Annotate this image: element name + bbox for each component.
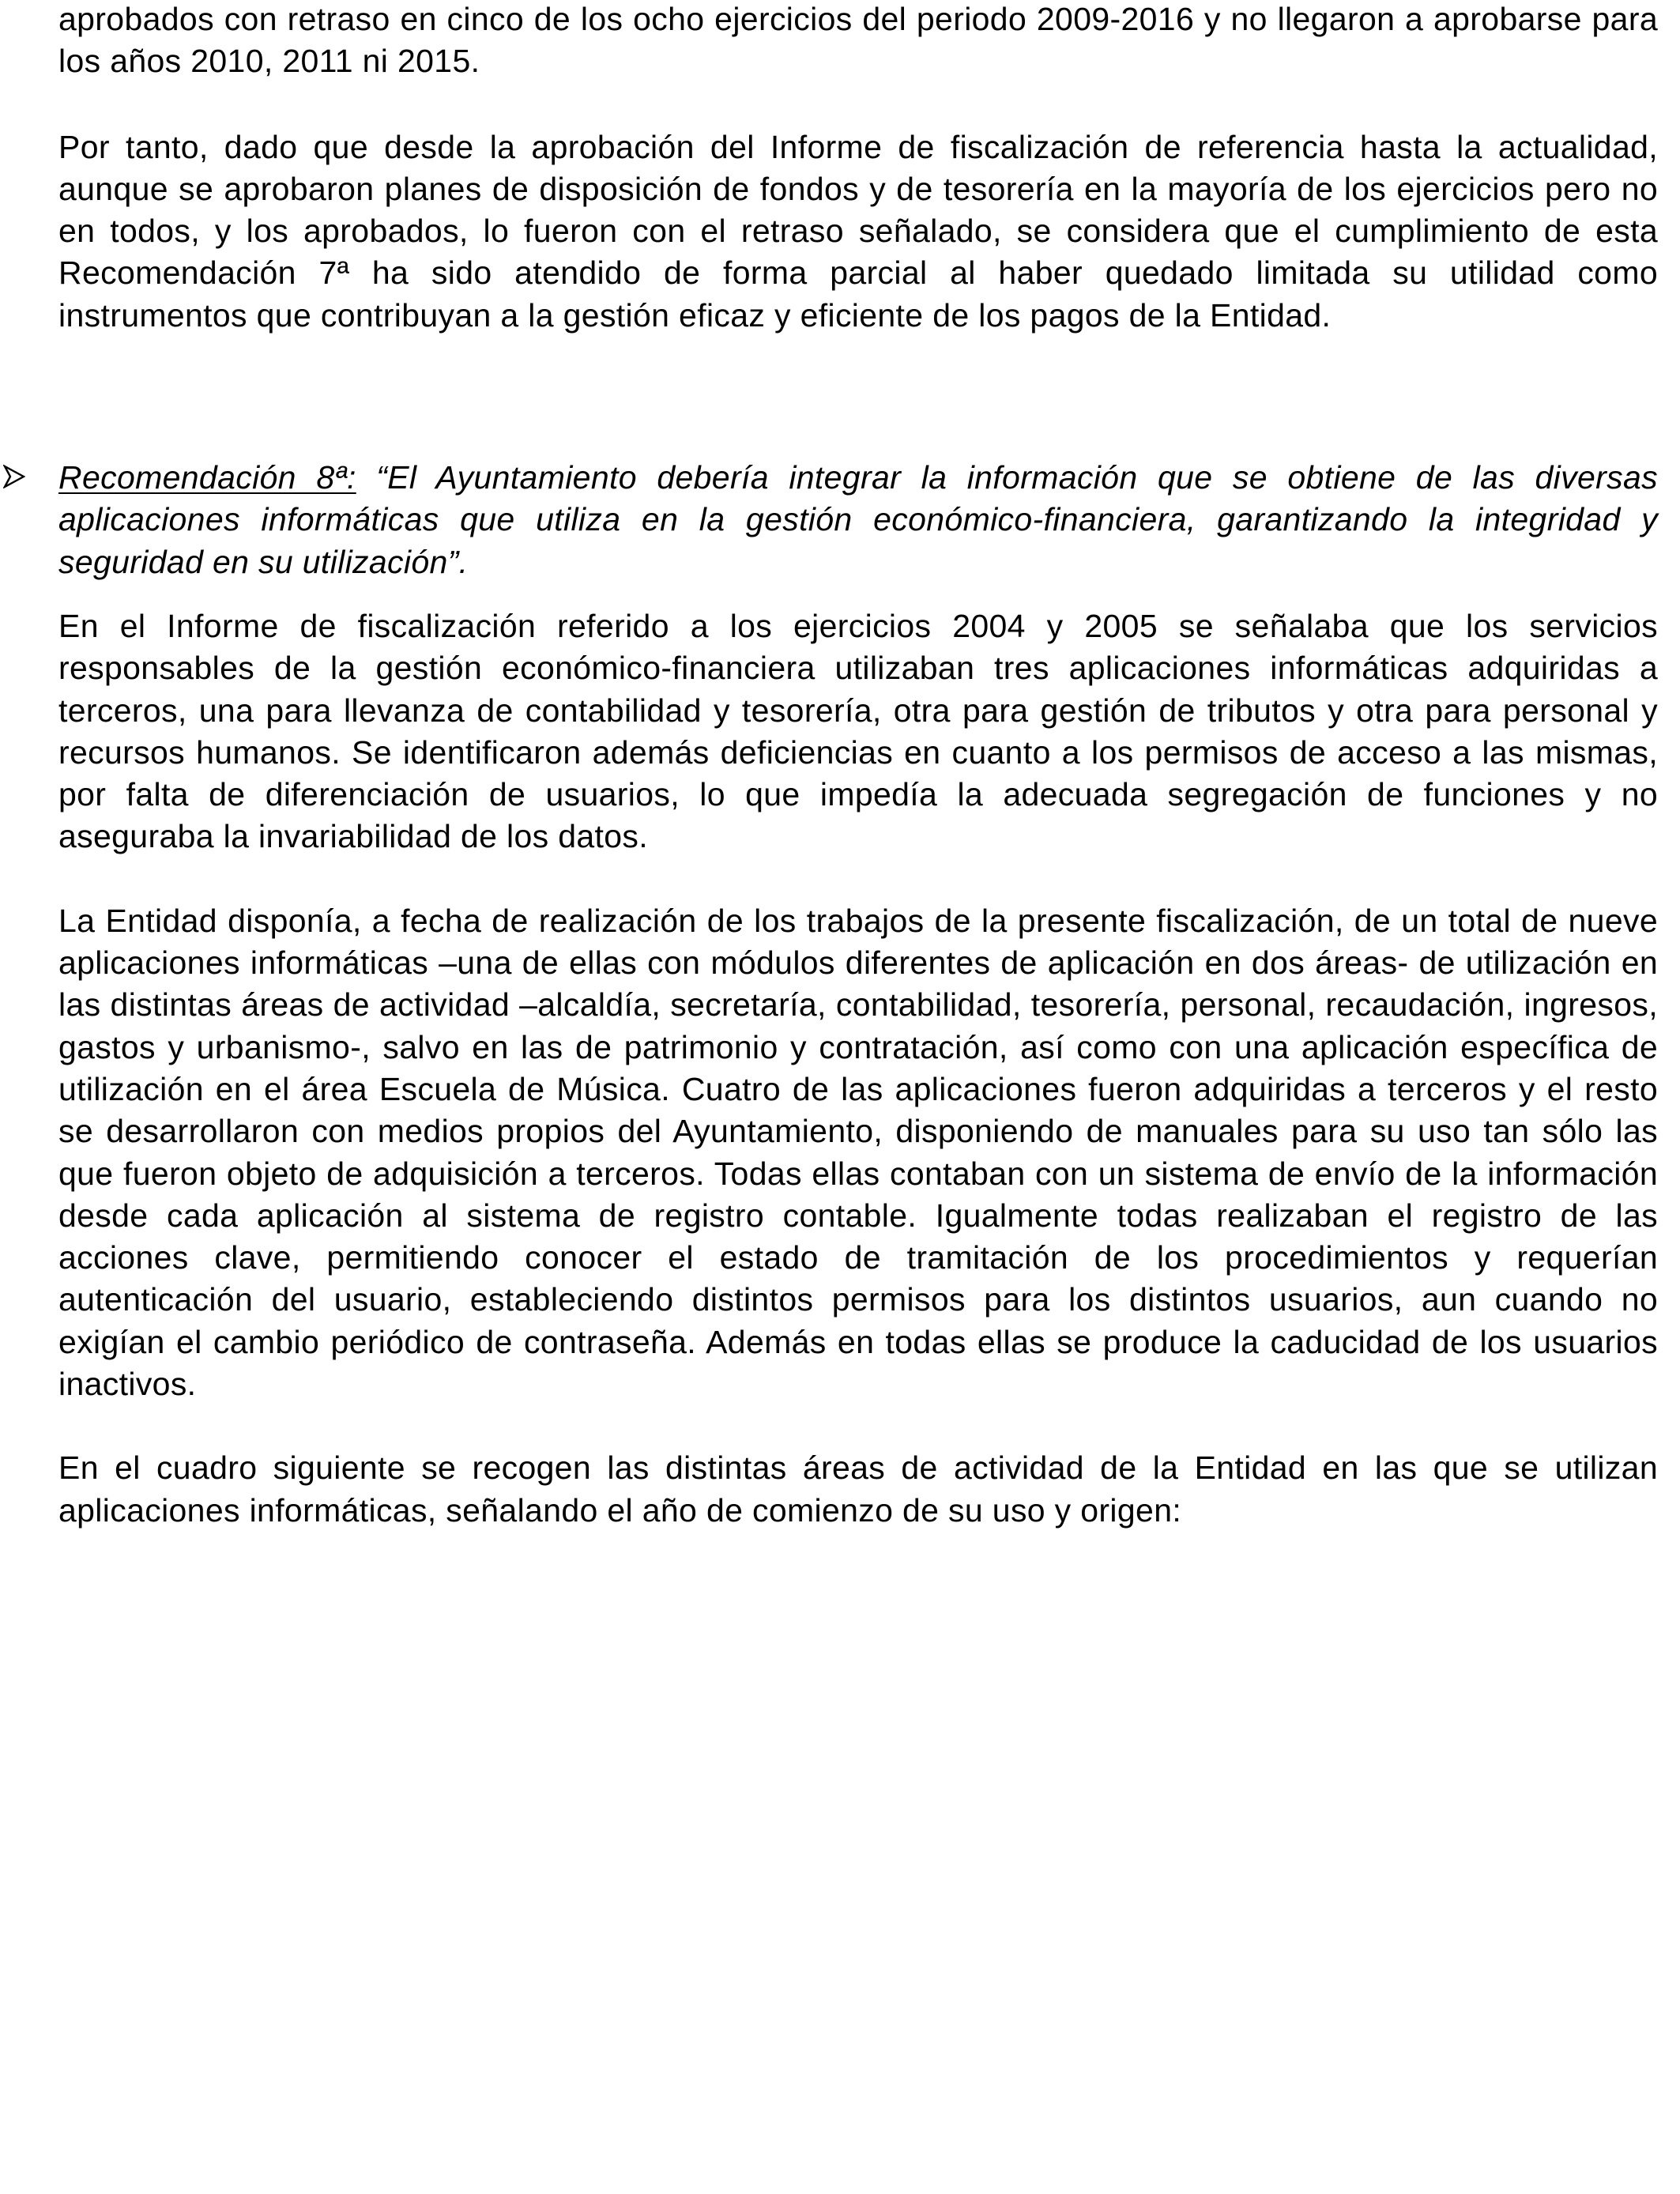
recommendation-8-heading: Recomendación 8ª: [58,459,356,496]
paragraph-cuadro-intro: En el cuadro siguiente se recogen las distintas áreas de actividad de la Entidad en las que se utilizan aplicaciones informáticas, señalando el año de comienzo de su uso y origen: [58,1449,1658,1529]
paragraph-conclusion-rec7: Por tanto, dado que desde la aprobación del Informe de fiscalización de referencia hasta la actualidad, aunque se aprobaron planes de disposición de fondos y de tesorería en la mayoría de los ejercicios pero no en todos, y los aprobados, lo fueron con el retraso señalado, se considera que el cumplimiento de esta Recomendación 7ª ha sido atendido de forma parcial al haber quedado limitada su utilidad como instrumentos que contribuyan a la gestión eficaz y eficiente de los pagos de la Entidad. [58,128,1658,334]
paragraph-retraso: aprobados con retraso en cinco de los ocho ejercicios del periodo 2009-2016 y no llegaron a aprobarse para los años 2010, 2011 ni 2015. [58,1,1658,80]
recommendation-8-bullet [58,457,1658,583]
recommendation-8-text [58,457,1658,583]
paragraph-informe-2004-2005: En el Informe de fiscalización referido a los ejercicios 2004 y 2005 se señalaba que los servicios responsables de la gestión económico-financiera utilizaban tres aplicaciones informáticas adquiridas a terceros, una para llevanza de contabilidad y tesorería, otra para gestión de tributos y otra para personal y recursos humanos. Se identificaron además deficiencias en cuanto a los permisos de acceso a las mismas, por falta de diferenciación de usuarios, lo que impedía la adecuada segregación de funciones y no aseguraba la invariabilidad de los datos. [58,607,1658,855]
document-page [58,0,1658,1532]
paragraph-aplicaciones-informaticas: La Entidad disponía, a fecha de realización de los trabajos de la presente fiscalización, de un total de nueve aplicaciones informáticas –una de ellas con módulos diferentes de aplicación en dos áreas- de utilización en las distintas áreas de actividad –alcaldía, secretaría, contabilidad, tesorería, personal, recaudación, ingresos, gastos y urbanismo-, salvo en las de patrimonio y contratación, así como con una aplicación específica de utilización en el área Escuela de Música. Cuatro de las aplicaciones fueron adquiridas a terceros y el resto se desarrollaron con medios propios del Ayuntamiento, disponiendo de manuales para su uso tan sólo las que fueron objeto de adquisición a terceros. Todas ellas contaban con un sistema de envío de la información desde cada aplicación al sistema de registro contable. Igualmente todas realizaban el registro de las acciones clave, permitiendo conocer el estado de tramitación de los procedimientos y requerían autenticación del usuario, estableciendo distintos permisos para los distintos usuarios, aun cuando no exigían el cambio periódico de contraseña. Además en todas ellas se produce la caducidad de los usuarios inactivos. [58,902,1658,1403]
recommendation-8-quote: “El Ayuntamiento debería integrar la información que se obtiene de las diversas aplicaciones informáticas que utiliza en la gestión económico-financiera, garantizando la integridad y seguridad en su utilización”. [58,459,1658,580]
arrow-bullet-icon [0,457,32,499]
